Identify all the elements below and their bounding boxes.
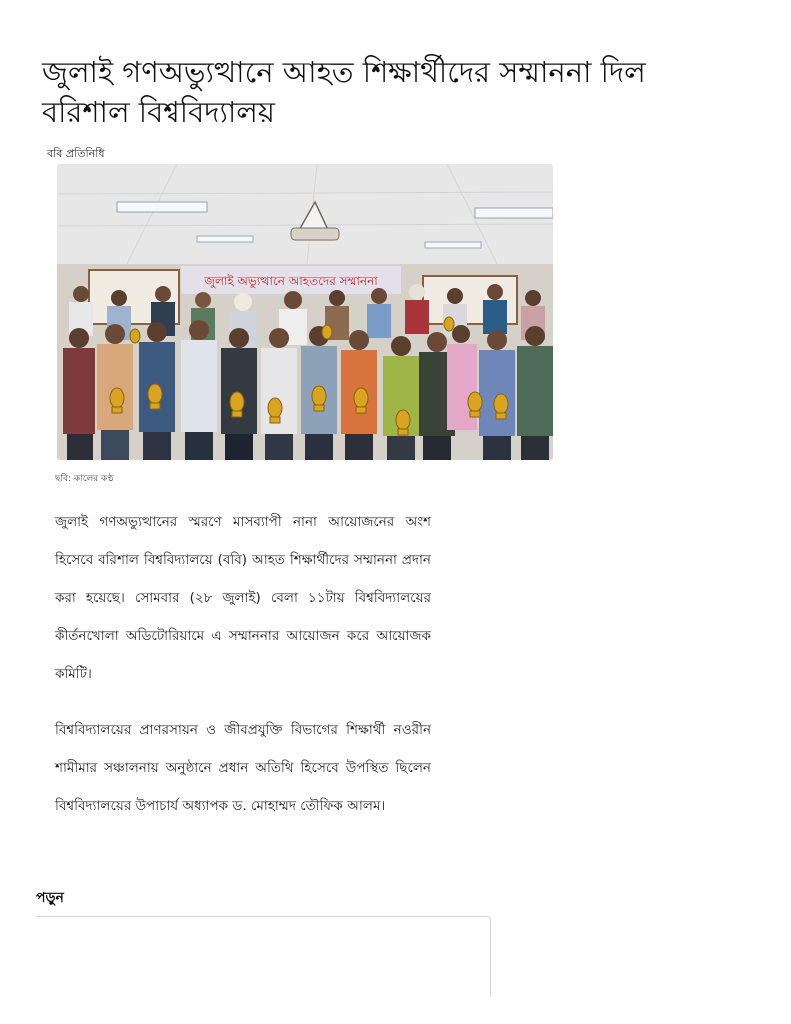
article-paragraph: বিশ্ববিদ্যালয়ের প্রাণরসায়ন ও জীবপ্রযুক্তি বিভাগের শিক্ষার্থী নওরীন শামীমার সঞ্চালনায় অনুষ্ঠানে প্রধান অতিথি হিসেবে উপস্থিত ছিলেন বিশ্ববিদ্যালয়ের উপাচার্য অধ্যাপক ড. মোহাম্মদ তৌফিক আলম। — [55, 722, 431, 814]
ceiling-light — [197, 236, 253, 242]
ceiling-light — [425, 242, 481, 248]
article-headline: জুলাই গণঅভ্যুত্থানে আহত শিক্ষার্থীদের সম্মাননা দিল বরিশাল বিশ্ববিদ্যালয় — [42, 55, 646, 129]
photo-credit: ছবি: কালের কণ্ঠ — [55, 474, 114, 484]
article-photo[interactable] — [57, 164, 553, 460]
article-paragraph: জুলাই গণঅভ্যুত্থানের স্মরণে মাসব্যাপী নানা আয়োজনের অংশ হিসেবে বরিশাল বিশ্ববিদ্যালয়ে (ববি) আহত শিক্ষার্থীদের সম্মাননা প্রদান করা হয়েছে। সোমবার (২৮ জুলাই) বেলা ১১টায় বিশ্ববিদ্যালয়ের কীর্তনখোলা অডিটোরিয়ামে এ সম্মাননার আয়োজন করে আয়োজক কমিটি। — [55, 514, 431, 682]
photo-illustration — [57, 164, 553, 460]
event-banner-text: জুলাই অভ্যুত্থানে আহতদের সম্মাননা — [204, 274, 378, 288]
ceiling-light — [117, 202, 207, 212]
article-byline: ববি প্রতিনিধি — [47, 147, 105, 160]
ceiling-light — [475, 208, 553, 218]
related-read-label: পড়ুন — [36, 890, 64, 906]
related-article-box[interactable] — [36, 916, 491, 997]
